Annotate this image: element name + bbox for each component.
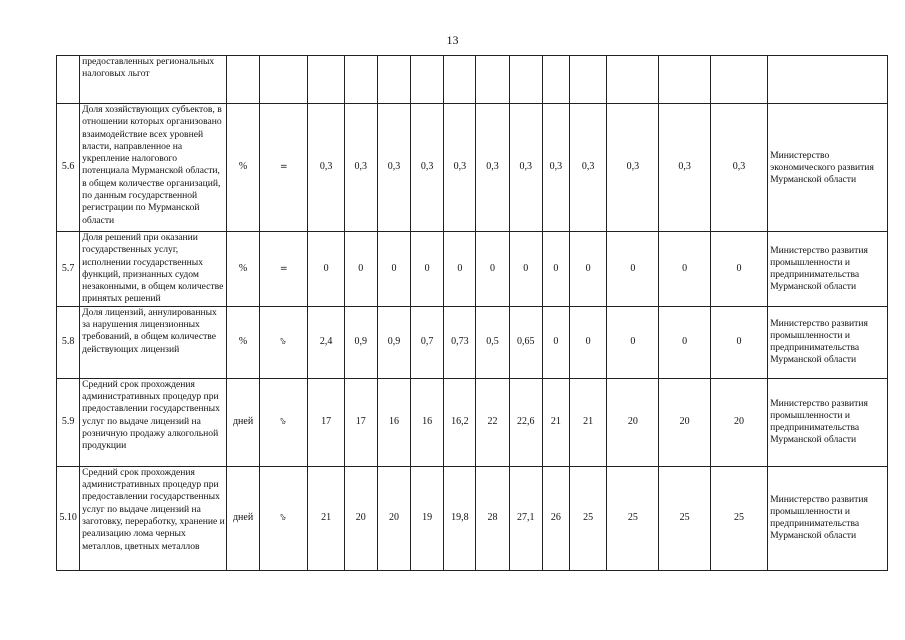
row-number: 5.8: [57, 306, 80, 378]
responsible-agency: Министерство развития промышленности и предпринимательства Мурманской области: [768, 306, 888, 378]
value-cell: 20: [344, 466, 377, 570]
value-cell: 16,2: [444, 378, 476, 466]
value-cell: 0: [569, 232, 606, 307]
value-cell: [476, 56, 509, 104]
value-cell: 0,3: [444, 104, 476, 232]
value-cell: 21: [569, 378, 606, 466]
table-row: [57, 378, 888, 466]
page-number: 13: [446, 33, 459, 47]
value-cell: 0,3: [569, 104, 606, 232]
value-cell: 27,1: [509, 466, 542, 570]
value-cell: 21: [308, 466, 344, 570]
value-cell: [542, 56, 569, 104]
value-cell: [344, 56, 377, 104]
trend-cell: [260, 466, 308, 570]
value-cell: 17: [344, 378, 377, 466]
value-cell: [509, 56, 542, 104]
value-cell: 0: [509, 232, 542, 307]
unit-cell: дней: [227, 466, 260, 570]
responsible-agency: Министерство экономического развития Мурманской области: [768, 104, 888, 232]
value-cell: 0: [444, 232, 476, 307]
value-cell: [444, 56, 476, 104]
value-cell: 21: [542, 378, 569, 466]
row-number: [57, 56, 80, 104]
table-row: [57, 232, 888, 307]
responsible-agency: Министерство развития промышленности и предпринимательства Мурманской области: [768, 232, 888, 307]
indicators-table: [56, 55, 888, 571]
indicator-description: Доля лицензий, аннулированных за нарушения лицензионных требований, в общем количестве действующих лицензий: [80, 306, 227, 378]
value-cell: 0,3: [509, 104, 542, 232]
value-cell: 0: [344, 232, 377, 307]
row-number: 5.10: [57, 466, 80, 570]
table-row: [57, 466, 888, 570]
value-cell: 25: [659, 466, 710, 570]
value-cell: 0: [476, 232, 509, 307]
value-cell: 0: [308, 232, 344, 307]
value-cell: [308, 56, 344, 104]
value-cell: 0,3: [377, 104, 410, 232]
indicator-description: Доля решений при оказании государственных услуг, исполнении государственных функций, признанных судом незаконными, в общем количестве принятых решений: [80, 232, 227, 307]
value-cell: 0,9: [344, 306, 377, 378]
value-cell: [411, 56, 444, 104]
value-cell: 0,7: [411, 306, 444, 378]
value-cell: 19: [411, 466, 444, 570]
value-cell: 25: [710, 466, 767, 570]
unit-cell: [227, 56, 260, 104]
unit-cell: %: [227, 232, 260, 307]
down-arrow-icon: ⇩: [277, 415, 290, 429]
unit-cell: дней: [227, 378, 260, 466]
trend-cell: [260, 378, 308, 466]
value-cell: 0,65: [509, 306, 542, 378]
value-cell: 0,3: [659, 104, 710, 232]
value-cell: 25: [569, 466, 606, 570]
table-row: [57, 306, 888, 378]
value-cell: 25: [607, 466, 659, 570]
value-cell: 0: [411, 232, 444, 307]
indicator-description: Средний срок прохождения административных процедур при предоставлении государственных услуг по выдаче лицензий на заготовку, переработку, хранение и реализацию лома черных металлов, цветных металлов: [80, 466, 227, 570]
indicator-description: предоставленных региональных налоговых льгот: [80, 56, 227, 104]
trend-cell: [260, 232, 308, 307]
row-number: 5.6: [57, 104, 80, 232]
value-cell: 0: [607, 306, 659, 378]
value-cell: 0: [710, 232, 767, 307]
value-cell: 0,3: [308, 104, 344, 232]
value-cell: 0,3: [542, 104, 569, 232]
value-cell: 0: [377, 232, 410, 307]
row-number: 5.7: [57, 232, 80, 307]
equals-sign-icon: =: [280, 162, 288, 173]
value-cell: 22: [476, 378, 509, 466]
value-cell: 0,3: [607, 104, 659, 232]
value-cell: 20: [659, 378, 710, 466]
trend-cell: [260, 306, 308, 378]
value-cell: 22,6: [509, 378, 542, 466]
trend-cell: [260, 56, 308, 104]
value-cell: 0,5: [476, 306, 509, 378]
value-cell: 19,8: [444, 466, 476, 570]
value-cell: 0,3: [344, 104, 377, 232]
equals-sign-icon: =: [280, 263, 288, 274]
value-cell: 0: [542, 232, 569, 307]
down-arrow-icon: ⇩: [277, 335, 290, 349]
row-number: 5.9: [57, 378, 80, 466]
value-cell: [710, 56, 767, 104]
value-cell: 20: [607, 378, 659, 466]
value-cell: 26: [542, 466, 569, 570]
value-cell: 0: [710, 306, 767, 378]
unit-cell: %: [227, 306, 260, 378]
responsible-agency: [768, 56, 888, 104]
value-cell: [569, 56, 606, 104]
value-cell: 20: [377, 466, 410, 570]
table-row: [57, 104, 888, 232]
value-cell: 0: [607, 232, 659, 307]
value-cell: 28: [476, 466, 509, 570]
value-cell: [377, 56, 410, 104]
indicator-description: Средний срок прохождения административных процедур при предоставлении государственных услуг по выдаче лицензий на розничную продажу алкогольной продукции: [80, 378, 227, 466]
value-cell: 0: [659, 232, 710, 307]
value-cell: 16: [411, 378, 444, 466]
value-cell: 17: [308, 378, 344, 466]
value-cell: 0,3: [476, 104, 509, 232]
indicator-description: Доля хозяйствующих субъектов, в отношении которых организовано взаимодействие всех уровней власти, направленное на укрепление налогового потенциала Мурманской области, в общем количестве организаций, по данным государственной регистрации по Мурманской области: [80, 104, 227, 232]
value-cell: 0,9: [377, 306, 410, 378]
value-cell: 20: [710, 378, 767, 466]
table-row: [57, 56, 888, 104]
value-cell: 0,3: [710, 104, 767, 232]
value-cell: 0: [659, 306, 710, 378]
responsible-agency: Министерство развития промышленности и предпринимательства Мурманской области: [768, 378, 888, 466]
value-cell: 2,4: [308, 306, 344, 378]
trend-cell: [260, 104, 308, 232]
value-cell: [607, 56, 659, 104]
value-cell: 0,73: [444, 306, 476, 378]
value-cell: 0,3: [411, 104, 444, 232]
down-arrow-icon: ⇩: [277, 511, 290, 525]
responsible-agency: Министерство развития промышленности и предпринимательства Мурманской области: [768, 466, 888, 570]
value-cell: 16: [377, 378, 410, 466]
unit-cell: %: [227, 104, 260, 232]
value-cell: 0: [542, 306, 569, 378]
value-cell: [659, 56, 710, 104]
value-cell: 0: [569, 306, 606, 378]
